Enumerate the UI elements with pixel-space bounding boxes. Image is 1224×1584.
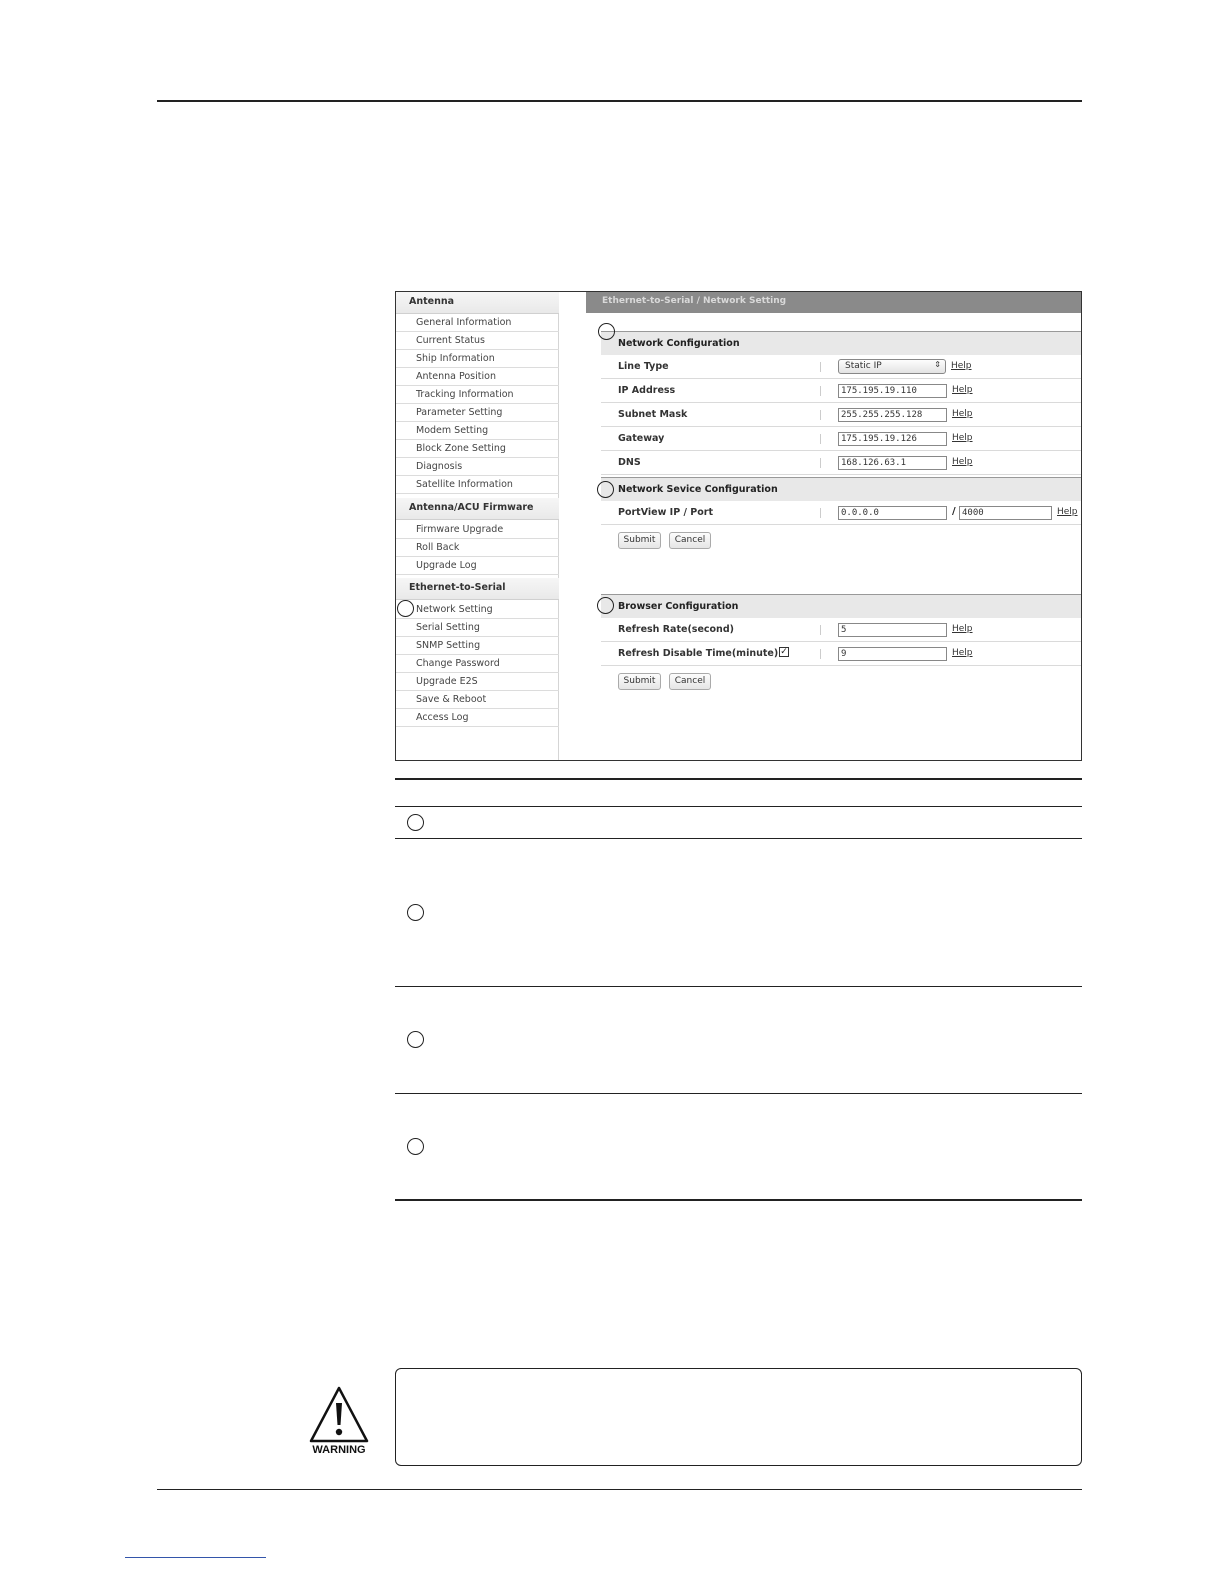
dns-help-link[interactable]: Help bbox=[952, 457, 973, 467]
refresh-rate-row bbox=[601, 618, 1081, 642]
callout-marker-2 bbox=[597, 481, 614, 498]
dns-row bbox=[601, 451, 1081, 475]
refresh-disable-row bbox=[601, 642, 1081, 666]
sidebar-item-firmware-upgrade[interactable]: Firmware Upgrade bbox=[396, 521, 559, 539]
portview-separator: / bbox=[952, 506, 956, 517]
row-separator bbox=[820, 508, 821, 518]
sidebar-item-modem-setting[interactable]: Modem Setting bbox=[396, 422, 559, 440]
ip-address-label: IP Address bbox=[618, 385, 676, 396]
network-service-header: Network Sevice Configuration bbox=[601, 477, 1081, 501]
table-marker-3 bbox=[407, 1031, 424, 1048]
sidebar-item-network-setting[interactable]: Network Setting bbox=[396, 601, 559, 619]
row-separator bbox=[820, 386, 821, 396]
refresh-disable-checkbox[interactable]: ✓ bbox=[780, 647, 788, 657]
table-bottom-rule bbox=[395, 1199, 1082, 1201]
sidebar bbox=[396, 292, 559, 760]
subnet-mask-help-link[interactable]: Help bbox=[952, 409, 973, 419]
main-content bbox=[586, 292, 1081, 760]
gateway-input[interactable]: 175.195.19.126 bbox=[838, 432, 947, 446]
table-marker-4 bbox=[407, 1138, 424, 1155]
table-row-rule bbox=[395, 1093, 1082, 1094]
dns-input[interactable]: 168.126.63.1 bbox=[838, 456, 947, 470]
refresh-rate-label: Refresh Rate(second) bbox=[618, 624, 734, 635]
browser-cancel-button[interactable]: Cancel bbox=[669, 673, 711, 690]
sidebar-section-ethernet: Ethernet-to-Serial bbox=[396, 578, 559, 600]
gateway-help-link[interactable]: Help bbox=[952, 433, 973, 443]
gateway-row bbox=[601, 427, 1081, 451]
portview-port-input[interactable]: 4000 bbox=[959, 506, 1052, 520]
line-type-label: Line Type bbox=[618, 361, 669, 372]
sidebar-item-change-password[interactable]: Change Password bbox=[396, 655, 559, 673]
callout-marker-3 bbox=[597, 597, 614, 614]
line-type-help-link[interactable]: Help bbox=[951, 361, 972, 371]
sidebar-item-diagnosis[interactable]: Diagnosis bbox=[396, 458, 559, 476]
refresh-disable-input[interactable]: 9 bbox=[838, 647, 947, 661]
table-row-rule bbox=[395, 838, 1082, 839]
dns-label: DNS bbox=[618, 457, 641, 468]
footer-rule bbox=[157, 1489, 1082, 1490]
sidebar-item-roll-back[interactable]: Roll Back bbox=[396, 539, 559, 557]
sidebar-item-tracking-information[interactable]: Tracking Information bbox=[396, 386, 559, 404]
web-ui-screenshot bbox=[395, 291, 1082, 761]
sidebar-item-parameter-setting[interactable]: Parameter Setting bbox=[396, 404, 559, 422]
sidebar-item-antenna-position[interactable]: Antenna Position bbox=[396, 368, 559, 386]
sidebar-item-upgrade-e2s[interactable]: Upgrade E2S bbox=[396, 673, 559, 691]
sidebar-section-antenna: Antenna bbox=[396, 292, 559, 314]
sidebar-item-snmp-setting[interactable]: SNMP Setting bbox=[396, 637, 559, 655]
subnet-mask-label: Subnet Mask bbox=[618, 409, 688, 420]
table-row-rule bbox=[395, 986, 1082, 987]
footer-link-underline bbox=[125, 1557, 266, 1558]
breadcrumb: Ethernet-to-Serial / Network Setting bbox=[586, 292, 1081, 313]
network-service-cancel-button[interactable]: Cancel bbox=[669, 532, 711, 549]
callout-marker-1 bbox=[598, 323, 615, 340]
refresh-rate-input[interactable]: 5 bbox=[838, 623, 947, 637]
browser-configuration-header: Browser Configuration bbox=[601, 594, 1081, 618]
table-marker-1 bbox=[407, 814, 424, 831]
callout-marker-4 bbox=[397, 600, 414, 617]
select-arrows-icon: ⇕ bbox=[934, 360, 941, 369]
gateway-label: Gateway bbox=[618, 433, 665, 444]
row-separator bbox=[820, 434, 821, 444]
portview-row bbox=[601, 501, 1081, 525]
refresh-rate-help-link[interactable]: Help bbox=[952, 624, 973, 634]
sidebar-item-access-log[interactable]: Access Log bbox=[396, 709, 559, 727]
subnet-mask-input[interactable]: 255.255.255.128 bbox=[838, 408, 947, 422]
ip-address-help-link[interactable]: Help bbox=[952, 385, 973, 395]
row-separator bbox=[820, 649, 821, 659]
warning-box bbox=[395, 1368, 1082, 1466]
portview-help-link[interactable]: Help bbox=[1057, 507, 1078, 517]
portview-ip-input[interactable]: 0.0.0.0 bbox=[838, 506, 947, 520]
sidebar-section-firmware: Antenna/ACU Firmware bbox=[396, 498, 559, 520]
line-type-value: Static IP bbox=[845, 361, 882, 371]
refresh-disable-help-link[interactable]: Help bbox=[952, 648, 973, 658]
network-configuration-header: Network Configuration bbox=[601, 331, 1081, 355]
sidebar-item-satellite-information[interactable]: Satellite Information bbox=[396, 476, 559, 494]
table-header-rule bbox=[395, 806, 1082, 807]
header-rule bbox=[157, 100, 1082, 102]
table-top-rule bbox=[395, 778, 1082, 780]
sidebar-item-serial-setting[interactable]: Serial Setting bbox=[396, 619, 559, 637]
warning-label: WARNING bbox=[312, 1444, 366, 1456]
portview-label: PortView IP / Port bbox=[618, 507, 713, 518]
network-service-submit-button[interactable]: Submit bbox=[618, 532, 661, 549]
sidebar-item-ship-information[interactable]: Ship Information bbox=[396, 350, 559, 368]
browser-submit-button[interactable]: Submit bbox=[618, 673, 661, 690]
sidebar-item-block-zone-setting[interactable]: Block Zone Setting bbox=[396, 440, 559, 458]
line-type-row bbox=[601, 355, 1081, 379]
subnet-mask-row bbox=[601, 403, 1081, 427]
row-separator bbox=[820, 362, 821, 372]
row-separator bbox=[820, 625, 821, 635]
sidebar-item-current-status[interactable]: Current Status bbox=[396, 332, 559, 350]
line-type-select[interactable] bbox=[838, 359, 946, 374]
sidebar-item-save-reboot[interactable]: Save & Reboot bbox=[396, 691, 559, 709]
row-separator bbox=[820, 458, 821, 468]
ip-address-row bbox=[601, 379, 1081, 403]
sidebar-item-upgrade-log[interactable]: Upgrade Log bbox=[396, 557, 559, 575]
refresh-disable-label: Refresh Disable Time(minute) bbox=[618, 648, 779, 659]
sidebar-item-general-information[interactable]: General Information bbox=[396, 314, 559, 332]
table-marker-2 bbox=[407, 904, 424, 921]
ip-address-input[interactable]: 175.195.19.110 bbox=[838, 384, 947, 398]
row-separator bbox=[820, 410, 821, 420]
